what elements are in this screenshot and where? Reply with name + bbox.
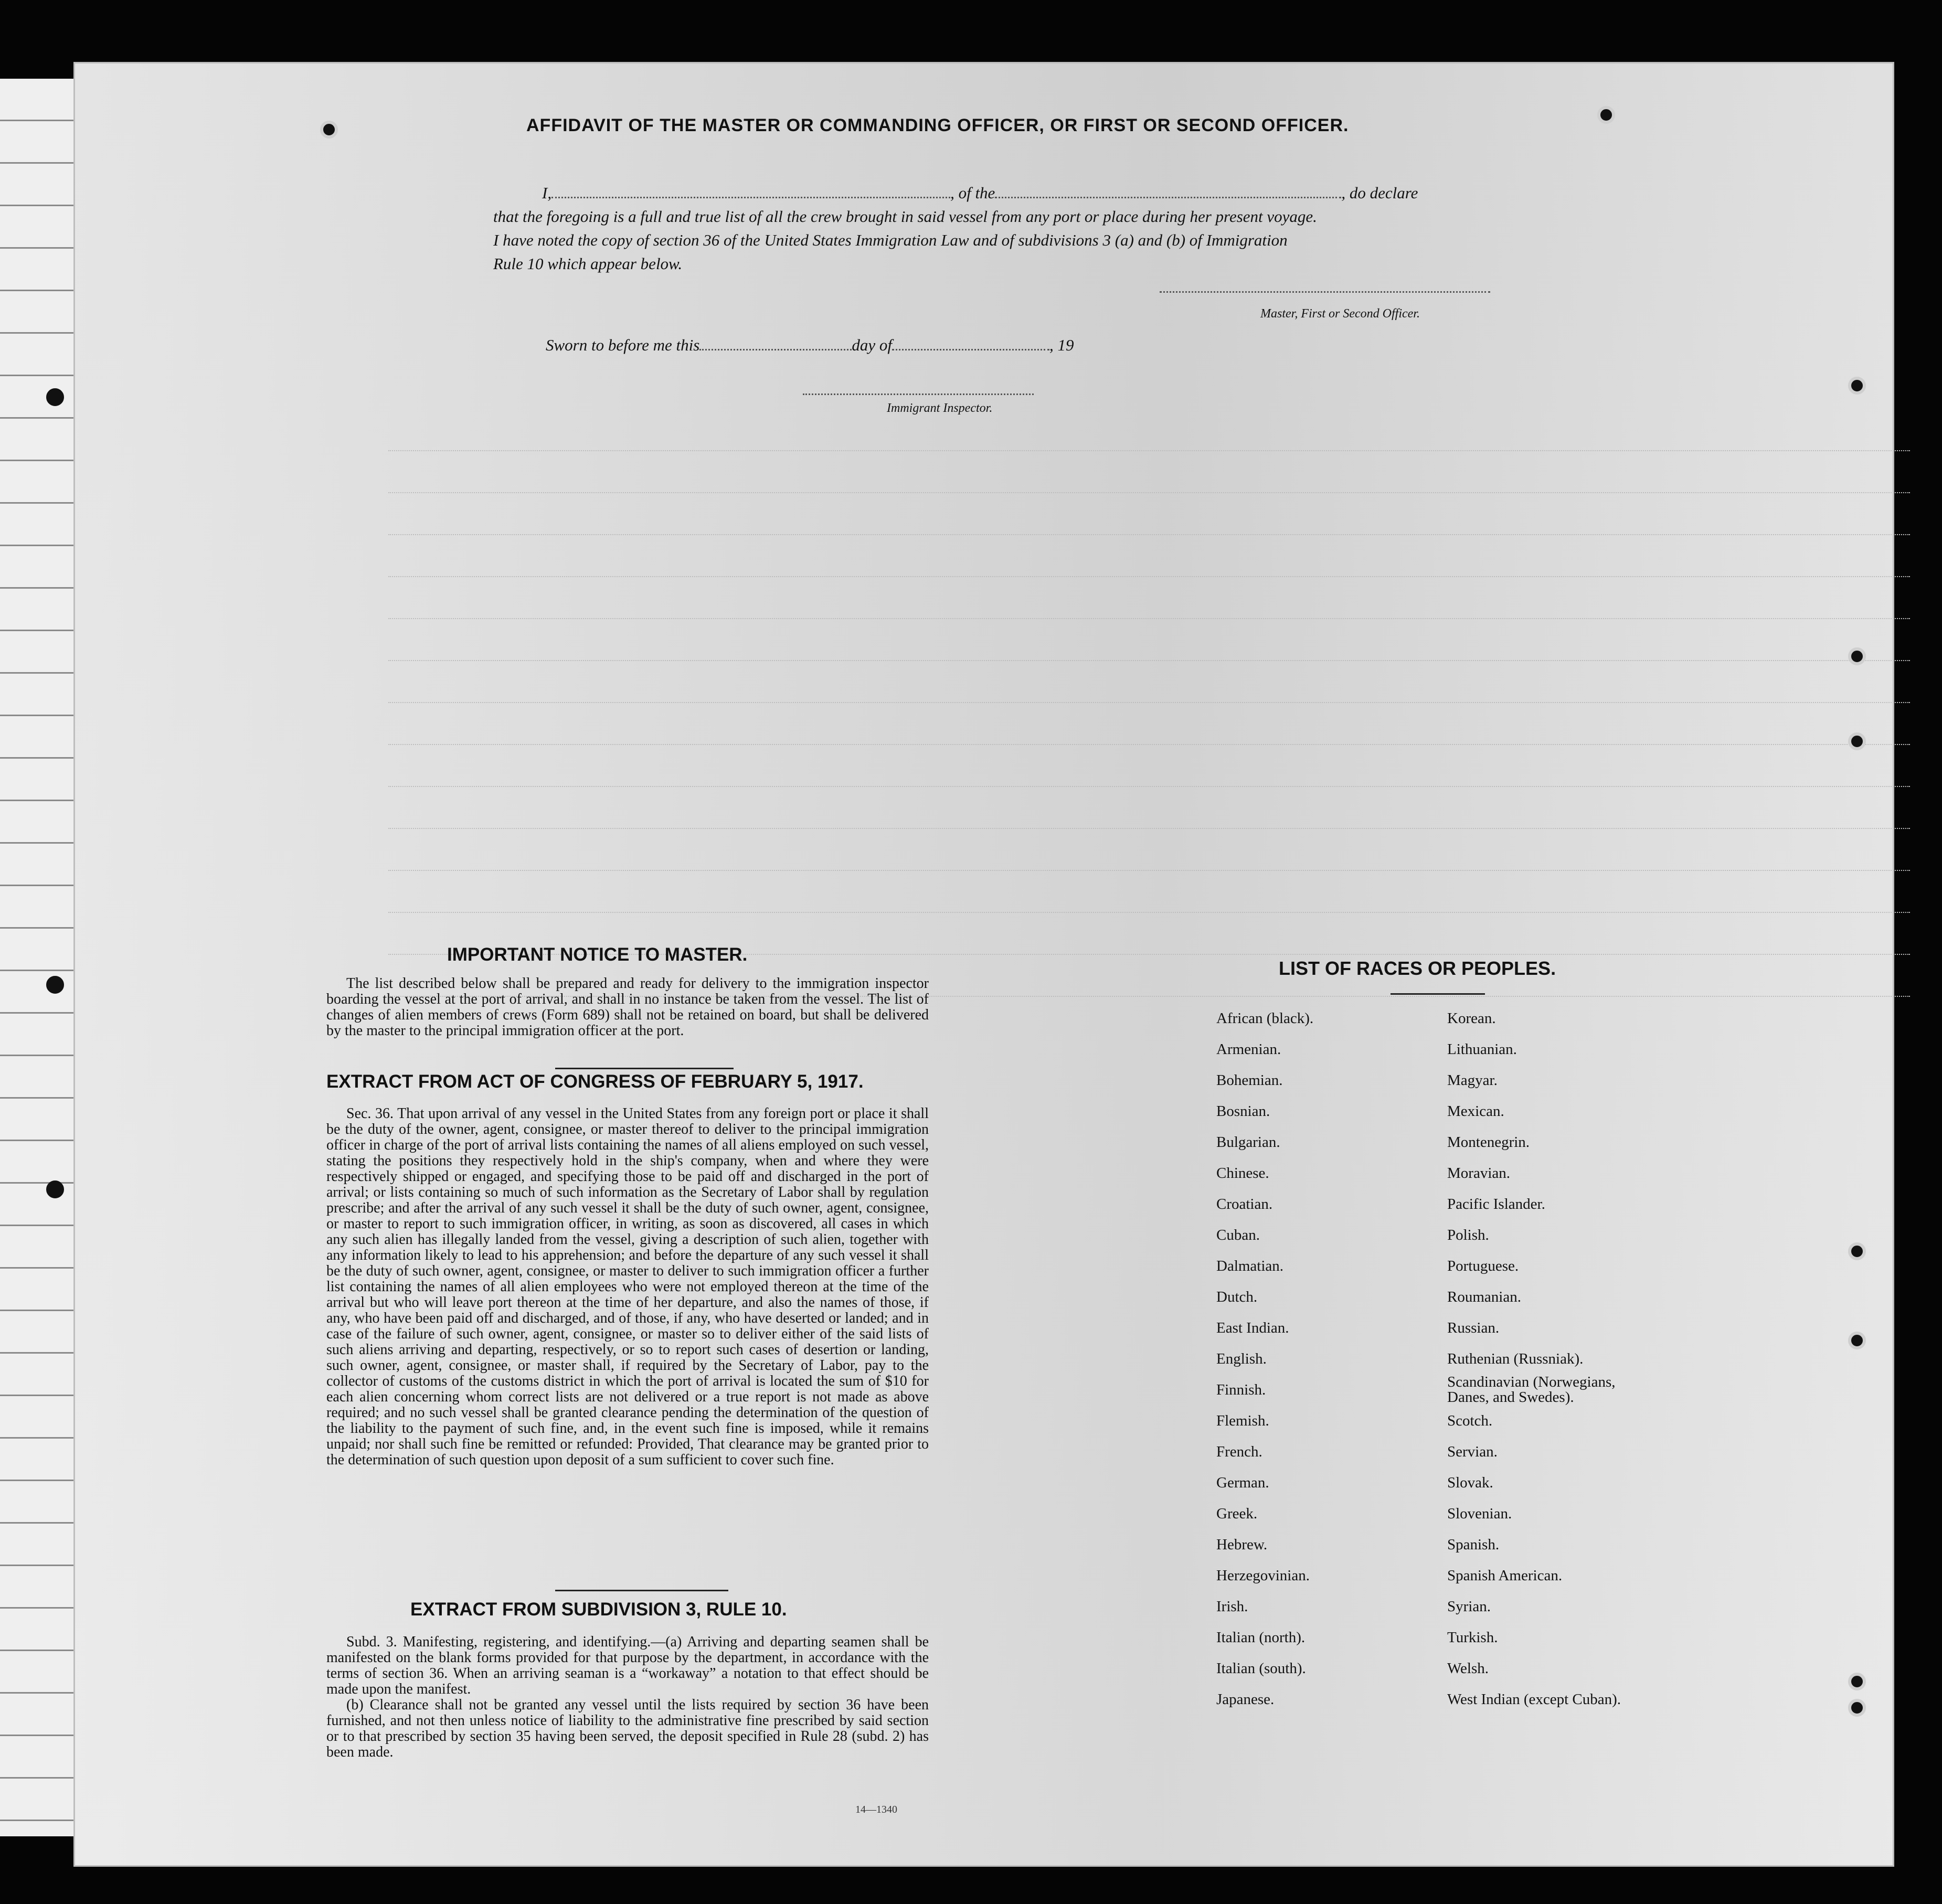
subdivision-3b-paragraph: (b) Clearance shall not be granted any vessel until the lists required by section 36 have been furnished, and not then unless notice of liability to the administrative fine prescribed by said section or to that prescribed by section 35 having been served, the deposit specified in Rule 28 (subd. 2) has been made.	[326, 1697, 929, 1760]
race-item: Servian.	[1447, 1443, 1498, 1460]
punch-hole	[1848, 732, 1866, 750]
bleed-through-row	[388, 828, 1910, 830]
race-item: Japanese.	[1216, 1691, 1275, 1708]
punch-hole	[46, 976, 64, 994]
sworn-month-blank[interactable]	[892, 349, 1049, 350]
affidavit-i: I,	[542, 184, 552, 202]
bleed-through-row	[388, 618, 1910, 620]
race-item: Cuban.	[1216, 1227, 1260, 1243]
punch-hole	[1848, 1673, 1866, 1690]
affidavit-line-2: that the foregoing is a full and true list of all the crew brought in said vessel from any port or place during her present voyage.	[493, 207, 1317, 226]
punch-hole	[46, 388, 64, 406]
extract-act-text	[326, 1106, 929, 1468]
race-item: Greek.	[1216, 1505, 1258, 1522]
race-item: Finnish.	[1216, 1381, 1266, 1398]
punch-hole	[1848, 1242, 1866, 1260]
race-item: Irish.	[1216, 1598, 1248, 1615]
affidavit-do-declare: , do declare	[1341, 184, 1418, 202]
race-item: Scandinavian (Norwegians, Danes, and Swedes).	[1447, 1374, 1616, 1406]
adjacent-ruled-sheet-edge	[0, 79, 73, 1836]
punch-hole	[1597, 106, 1615, 124]
divider	[1391, 993, 1485, 995]
race-item: East Indian.	[1216, 1320, 1289, 1336]
race-item: Polish.	[1447, 1227, 1489, 1243]
race-item: Syrian.	[1447, 1598, 1491, 1615]
race-item: Herzegovinian.	[1216, 1567, 1310, 1584]
bleed-through-row	[388, 912, 1910, 914]
bleed-through-row	[388, 492, 1910, 494]
divider	[555, 1590, 728, 1591]
race-item: Pacific Islander.	[1447, 1196, 1545, 1212]
race-item: Flemish.	[1216, 1412, 1269, 1429]
race-item: Portuguese.	[1447, 1258, 1519, 1274]
master-name-blank[interactable]	[551, 197, 950, 198]
affidavit-of-the: , of the	[950, 184, 995, 202]
race-item: Roumanian.	[1447, 1289, 1521, 1305]
race-item: Moravian.	[1447, 1165, 1510, 1182]
race-item: Croatian.	[1216, 1196, 1273, 1212]
extract-rule-text	[326, 1634, 929, 1760]
extract-rule-title: EXTRACT FROM SUBDIVISION 3, RULE 10.	[410, 1599, 787, 1620]
punch-hole	[1848, 377, 1866, 395]
section-36-paragraph: Sec. 36. That upon arrival of any vessel in the United States from any foreign port or place it shall be the duty of the owner, agent, consignee, or master thereof to deliver to the principal immigration officer in charge of the port of arrival lists containing the names of all aliens employed on such vessel, stating the positions they respectively hold in the ship's company, when and where they were respectively shipped or engaged, and specifying those to be paid off and discharged in the port of arrival; or lists containing so much of such information as the Secretary of Labor shall by regulation prescribe; and after the arrival of any such vessel it shall be the duty of such owner, agent, consignee, or master to report to such immigration officer, in writing, as soon as discovered, all cases in which any such alien has illegally landed from the vessel, giving a description of such alien, together with any information likely to lead to his apprehension; and before the departure of any such vessel it shall be the duty of such owner, agent, consignee, or master to deliver to such immigration officer a further list containing the names of all alien employees who were not employed thereon at the time of the arrival but who will leave port thereon at the time of her departure, and also the names of those, if any, who have been paid off and discharged, and of those, if any, who have deserted or landed; and in case of the failure of such owner, agent, consignee, or master so to deliver either of the said lists of such aliens arriving and departing, respectively, or so to report such cases of desertion or landing, such owner, agent, consignee, or master shall, if required by the Secretary of Labor, pay to the collector of customs of the customs district in which the port of arrival is located the sum of $10 for each alien concerning whom correct lists are not delivered or a true report is not made as above required; and no such vessel shall be granted clearance pending the determination of the question of the liability to the payment of such fine, and, in the event such fine is imposed, while it remains unpaid; nor shall such fine be remitted or refunded: Provided, That clearance may be granted prior to the determination of such question upon deposit of a sum sufficient to cover such fine.	[326, 1105, 929, 1468]
affidavit-line-3: I have noted the copy of section 36 of the United States Immigration Law and of subdivisions 3 (a) and (b) of Immigration	[493, 231, 1288, 249]
races-right-column	[1447, 1003, 1621, 1715]
bleed-through-row	[388, 870, 1910, 872]
race-item: German.	[1216, 1474, 1269, 1491]
form-code: 14—1340	[855, 1804, 897, 1815]
race-item: Magyar.	[1447, 1072, 1498, 1089]
race-item: Scotch.	[1447, 1412, 1493, 1429]
race-item: Russian.	[1447, 1320, 1500, 1336]
race-item: Slovenian.	[1447, 1505, 1512, 1522]
notice-title: IMPORTANT NOTICE TO MASTER.	[447, 944, 748, 965]
race-item: Dutch.	[1216, 1289, 1258, 1305]
race-item: Mexican.	[1447, 1103, 1504, 1120]
bleed-through-row	[388, 660, 1910, 662]
inspector-label: Immigrant Inspector.	[887, 401, 993, 415]
bleed-through-row	[388, 450, 1910, 452]
race-item: Dalmatian.	[1216, 1258, 1284, 1274]
sworn-day-of: day of	[852, 336, 892, 354]
race-item: Italian (north).	[1216, 1629, 1306, 1646]
race-item: Montenegrin.	[1447, 1134, 1530, 1151]
affidavit-line-4: Rule 10 which appear below.	[493, 254, 683, 273]
subdivision-3a-paragraph: Subd. 3. Manifesting, registering, and identifying.—(a) Arriving and departing seamen shall be manifested on the blank forms provided for that purpose by the department, in accordance with the terms of section 36. When an arriving seaman is a “workaway” a notation to that effect should be made upon the manifest.	[326, 1634, 929, 1697]
race-item: English.	[1216, 1350, 1267, 1367]
race-item: West Indian (except Cuban).	[1447, 1691, 1621, 1708]
bleed-through-row	[388, 744, 1910, 746]
sworn-year: , 19	[1049, 336, 1074, 354]
race-item: Chinese.	[1216, 1165, 1269, 1182]
sworn-day-blank[interactable]	[699, 349, 852, 350]
race-item: Turkish.	[1447, 1629, 1498, 1646]
bleed-through-row	[388, 576, 1910, 578]
bleed-through-row	[388, 702, 1910, 704]
bleed-through-row	[388, 786, 1910, 788]
extract-act-title: EXTRACT FROM ACT OF CONGRESS OF FEBRUARY 5, 1917.	[326, 1071, 864, 1092]
race-item: Bosnian.	[1216, 1103, 1270, 1120]
inspector-signature-blank[interactable]	[803, 393, 1034, 395]
race-item: Spanish American.	[1447, 1567, 1563, 1584]
race-item: Italian (south).	[1216, 1660, 1306, 1677]
punch-hole	[320, 121, 338, 139]
bleed-through-row	[388, 534, 1910, 536]
punch-hole	[1848, 1699, 1866, 1717]
notice-paragraph: The list described below shall be prepared and ready for delivery to the immigration inspector boarding the vessel at the port of arrival, and shall in no instance be taken from the vessel. The list of changes of alien members of crews (Form 689) shall not be retained on board, but shall be delivered by the master to the principal immigration officer at the port.	[326, 975, 929, 1039]
race-item: Armenian.	[1216, 1041, 1281, 1058]
affidavit-title: AFFIDAVIT OF THE MASTER OR COMMANDING OFFICER, OR FIRST OR SECOND OFFICER.	[526, 115, 1349, 135]
race-item: Welsh.	[1447, 1660, 1489, 1677]
punch-hole	[46, 1180, 64, 1198]
races-title: LIST OF RACES OR PEOPLES.	[1279, 958, 1556, 979]
race-item: French.	[1216, 1443, 1262, 1460]
race-item: Hebrew.	[1216, 1536, 1268, 1553]
master-signature-blank[interactable]	[1160, 291, 1490, 293]
manifest-back-page	[73, 62, 1894, 1867]
vessel-name-blank[interactable]	[995, 197, 1341, 198]
race-item: Bohemian.	[1216, 1072, 1283, 1089]
notice-text	[326, 976, 929, 1039]
races-left-column	[1216, 1003, 1313, 1715]
sworn-line	[546, 336, 1074, 355]
race-item: Slovak.	[1447, 1474, 1493, 1491]
race-item: Bulgarian.	[1216, 1134, 1280, 1151]
master-signature-label: Master, First or Second Officer.	[1260, 307, 1420, 321]
race-item: African (black).	[1216, 1010, 1314, 1027]
sworn-prefix: Sworn to before me this	[546, 336, 700, 354]
divider	[555, 1068, 734, 1069]
race-item: Korean.	[1447, 1010, 1496, 1027]
punch-hole	[1848, 647, 1866, 665]
punch-hole	[1848, 1332, 1866, 1349]
affidavit-declaration-line	[542, 184, 1418, 203]
race-item: Spanish.	[1447, 1536, 1500, 1553]
race-item: Lithuanian.	[1447, 1041, 1517, 1058]
race-item: Ruthenian (Russniak).	[1447, 1350, 1584, 1367]
